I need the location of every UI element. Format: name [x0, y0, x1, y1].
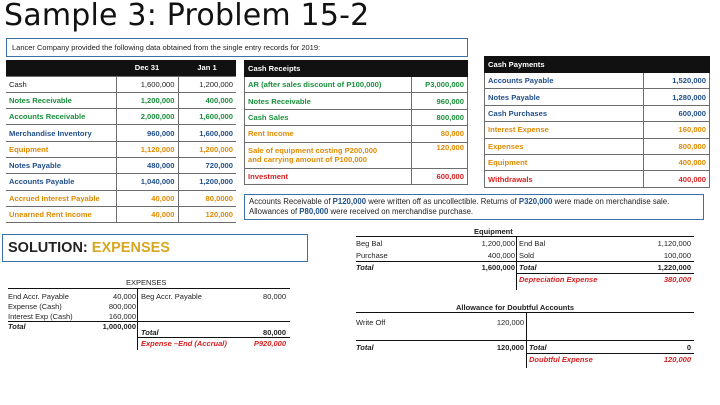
balances-dec31-value: 1,120,000 [116, 141, 178, 157]
cash-payments-row [485, 105, 710, 121]
cash-receipts-label: Cash Sales [245, 109, 412, 125]
cash-receipts-amount: 120,000 [412, 142, 468, 168]
cash-payments-header: Cash Payments [485, 57, 710, 73]
solution-prefix: SOLUTION: [8, 240, 88, 256]
cash-receipts-table [244, 60, 468, 185]
note-value-3: P80,000 [299, 206, 329, 216]
cash-payments-table [484, 56, 710, 188]
cash-payments-label: Notes Payable [485, 89, 644, 105]
intro-text: Lancer Company provided the following data obtained from the single entry records for 2019: [12, 43, 321, 52]
balances-header-dec31: Dec 31 [116, 60, 178, 76]
balances-dec31-value: 40,000 [116, 190, 178, 206]
equipment-left-amount-1: 400,000 [487, 251, 515, 260]
equipment-top-line [356, 236, 694, 237]
balances-header-row [6, 60, 236, 76]
note-text-3: were made on merchandise sale. Allowances of [249, 197, 670, 216]
cash-receipts-row [245, 77, 468, 93]
allowance-left-total: 120,000 [496, 343, 524, 352]
cash-payments-row [485, 73, 710, 89]
cash-payments-row [485, 89, 710, 105]
cash-payments-amount: 400,000 [644, 171, 710, 187]
expenses-title: EXPENSES [126, 278, 167, 287]
balances-jan1-value: 1,200,000 [178, 76, 236, 92]
cash-payments-label: Withdrawals [485, 171, 644, 187]
expenses-right-total-label: Total [141, 328, 159, 337]
equipment-left-total: 1,600,000 [481, 263, 515, 272]
cash-receipts-label: Notes Receivable [245, 93, 412, 109]
allowance-title: Allowance for Doubtful Accounts [456, 303, 575, 312]
cash-payments-row [485, 171, 710, 187]
cash-receipts-amount: 80,000 [412, 126, 468, 142]
equipment-right-label-1: Sold [519, 251, 535, 260]
cash-receipts-row [245, 93, 468, 109]
cash-receipts-label [245, 142, 412, 168]
balances-jan1-value: 80,0000 [178, 190, 236, 206]
balances-account-label: Unearned Rent Income [6, 206, 116, 222]
balances-jan1-value: 1,200,000 [178, 141, 236, 157]
cash-payments-label: Interest Expense [485, 122, 644, 138]
solution-topic: EXPENSES [91, 240, 170, 256]
cash-receipts-label-line2: and carrying amount of P100,000 [248, 155, 368, 165]
intro-box [6, 38, 468, 57]
balances-table [6, 60, 236, 223]
cash-payments-amount: 160,000 [644, 122, 710, 138]
allowance-right-total-label: Total [529, 343, 547, 352]
expenses-total-line [8, 321, 290, 322]
balances-account-label: Accounts Receivable [6, 109, 116, 125]
cash-payments-row [485, 154, 710, 170]
cash-receipts-label-line1: Sale of equipment costing P200,000 [248, 145, 378, 155]
equipment-right-amount-0: 1,120,000 [657, 239, 691, 248]
balances-account-label: Notes Receivable [6, 92, 116, 108]
balances-header-jan1: Jan 1 [178, 60, 236, 76]
cash-receipts-row [245, 142, 468, 168]
cash-payments-label: Expenses [485, 138, 644, 154]
cash-receipts-header: Cash Receipts [245, 61, 468, 77]
expenses-left-amount-0: 40,000 [113, 292, 136, 301]
expenses-left-label-2: Interest Exp (Cash) [8, 312, 73, 321]
balances-row [6, 76, 236, 92]
cash-payments-amount: 1,280,000 [644, 89, 710, 105]
equipment-left-total-label: Total [356, 263, 374, 272]
cash-receipts-label: Investment [245, 168, 412, 184]
balances-row [6, 206, 236, 222]
cash-payments-row [485, 138, 710, 154]
balances-dec31-value: 40,000 [116, 206, 178, 222]
allowance-result-amount: 120,000 [663, 355, 691, 364]
expenses-top-line [8, 288, 290, 289]
balances-account-label: Cash [6, 76, 116, 92]
allowance-t-account [356, 302, 694, 368]
equipment-left-label-0: Beg Bal [356, 239, 383, 248]
balances-jan1-value: 400,000 [178, 92, 236, 108]
allowance-left-amount-0: 120,000 [496, 318, 524, 327]
cash-payments-amount: 1,520,000 [644, 73, 710, 89]
cash-payments-amount: 400,000 [644, 154, 710, 170]
note-value-1: P120,000 [332, 197, 367, 206]
allowance-total-line [356, 340, 694, 341]
balances-row [6, 190, 236, 206]
expenses-t-account [8, 270, 290, 350]
expenses-right-label-0: Beg Accr. Payable [141, 292, 202, 301]
allowance-left-total-label: Total [356, 343, 374, 352]
allowance-left-label-0: Write Off [356, 318, 386, 327]
balances-jan1-value: 720,000 [178, 157, 236, 173]
balances-account-label: Accounts Payable [6, 174, 116, 190]
cash-payments-amount: 800,000 [644, 138, 710, 154]
equipment-left-label-1: Purchase [356, 251, 388, 260]
note-box [244, 194, 704, 220]
cash-payments-amount: 600,000 [644, 105, 710, 121]
equipment-result-label: Depreciation Expense [519, 275, 598, 284]
cash-receipts-amount: P3,000,000 [412, 77, 468, 93]
allowance-right-total: 0 [686, 343, 691, 352]
allowance-result-line [526, 353, 694, 354]
balances-account-label: Notes Payable [6, 157, 116, 173]
note-text-1: Accounts Receivable of [249, 197, 333, 206]
expenses-left-label-0: End Accr. Payable [8, 292, 69, 301]
balances-dec31-value: 480,000 [116, 157, 178, 173]
balances-jan1-value: 1,200,000 [178, 174, 236, 190]
balances-jan1-value: 1,600,000 [178, 125, 236, 141]
equipment-result-line [516, 273, 694, 274]
cash-payments-label: Cash Purchases [485, 105, 644, 121]
cash-receipts-amount: 600,000 [412, 168, 468, 184]
note-text-4: were received on merchandise purchase. [328, 206, 474, 216]
equipment-result-amount: 380,000 [663, 275, 691, 284]
balances-row [6, 125, 236, 141]
balances-dec31-value: 1,200,000 [116, 92, 178, 108]
expenses-result-line [137, 337, 290, 338]
balances-jan1-value: 120,000 [178, 206, 236, 222]
allowance-result-label: Doubtful Expense [529, 355, 593, 364]
expenses-left-label-1: Expense (Cash) [8, 302, 62, 311]
balances-dec31-value: 960,000 [116, 125, 178, 141]
expenses-left-amount-2: 160,000 [108, 312, 136, 321]
cash-receipts-amount: 800,000 [412, 109, 468, 125]
balances-dec31-value: 2,000,000 [116, 109, 178, 125]
balances-account-label: Equipment [6, 141, 116, 157]
expenses-divider [137, 288, 138, 350]
balances-header-label [6, 60, 116, 76]
expenses-left-amount-1: 800,000 [108, 302, 136, 311]
expenses-result-amount: P920,000 [253, 339, 286, 348]
allowance-top-line [356, 312, 694, 313]
balances-dec31-value: 1,040,000 [116, 174, 178, 190]
equipment-divider [516, 236, 517, 290]
balances-row [6, 174, 236, 190]
equipment-t-account [356, 226, 694, 290]
equipment-right-total: 1,220,000 [657, 263, 691, 272]
equipment-right-label-0: End Bal [519, 239, 546, 248]
cash-payments-label: Accounts Payable [485, 73, 644, 89]
cash-receipts-row [245, 109, 468, 125]
balances-jan1-value: 1,600,000 [178, 109, 236, 125]
expenses-result-label: Expense –End (Accrual) [141, 339, 227, 348]
cash-receipts-row [245, 168, 468, 184]
equipment-right-total-label: Total [519, 263, 537, 272]
cash-receipts-row [245, 126, 468, 142]
equipment-title: Equipment [474, 227, 513, 236]
expenses-left-total-label: Total [8, 322, 26, 331]
balances-account-label: Merchandise Inventory [6, 125, 116, 141]
equipment-total-line [356, 261, 694, 262]
balances-row [6, 109, 236, 125]
balances-row [6, 92, 236, 108]
cash-receipts-label: AR (after sales discount of P100,000) [245, 77, 412, 93]
equipment-left-amount-0: 1,200,000 [481, 239, 515, 248]
page-title: Sample 3: Problem 15-2 [4, 0, 370, 33]
note-text-2: were written off as uncollectible. Returns of [366, 197, 519, 206]
balances-row [6, 141, 236, 157]
expenses-left-total: 1,000,000 [102, 322, 136, 331]
solution-box [2, 234, 308, 262]
expenses-right-amount-0: 80,000 [263, 292, 286, 301]
balances-account-label: Accrued Interest Payable [6, 190, 116, 206]
cash-payments-row [485, 122, 710, 138]
balances-dec31-value: 1,600,000 [116, 76, 178, 92]
cash-receipts-label: Rent Income [245, 126, 412, 142]
expenses-right-total: 80,000 [263, 328, 286, 337]
equipment-right-amount-1: 100,000 [663, 251, 691, 260]
cash-receipts-amount: 960,000 [412, 93, 468, 109]
balances-row [6, 157, 236, 173]
note-value-2: P320,000 [518, 197, 553, 206]
cash-payments-label: Equipment [485, 154, 644, 170]
